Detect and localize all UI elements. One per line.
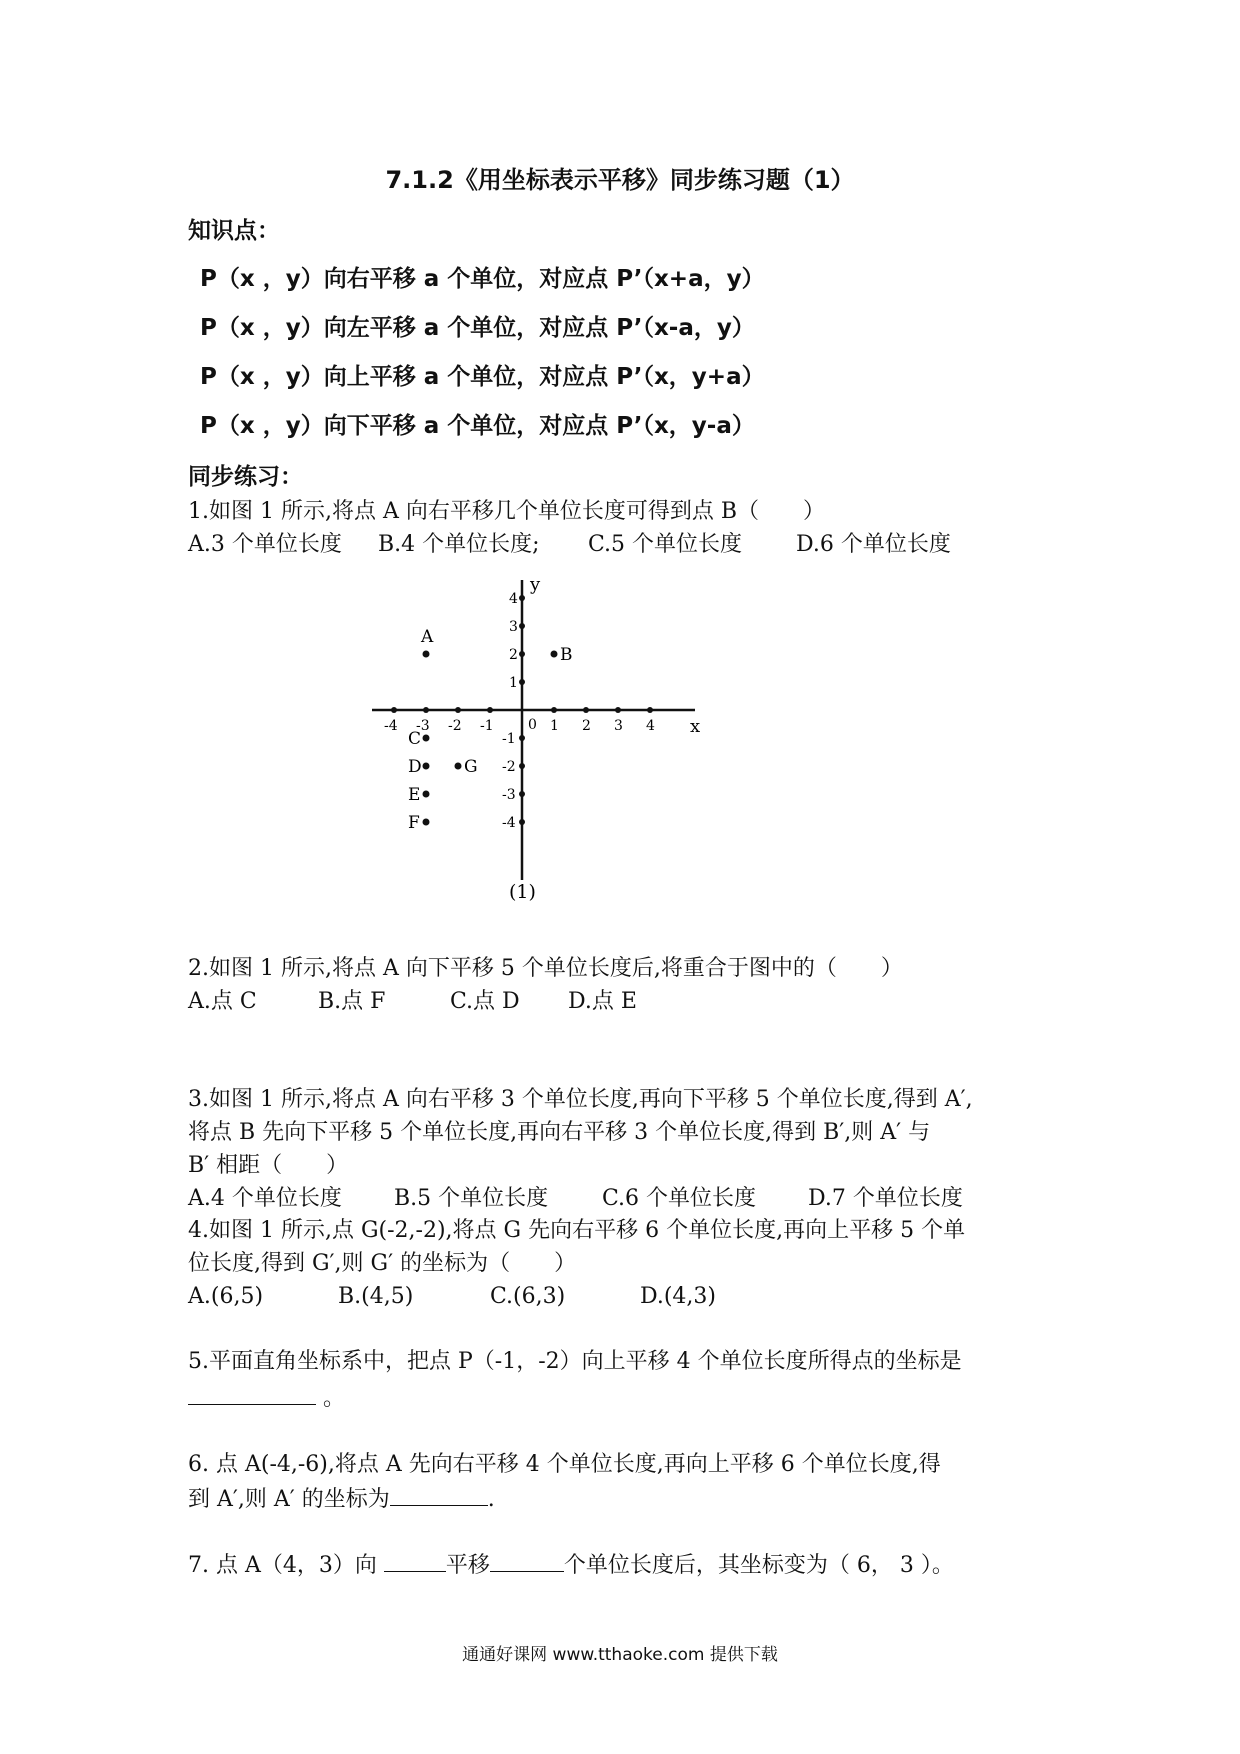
x-tick-label: -1 xyxy=(480,718,494,734)
answer-blank-6[interactable] xyxy=(390,1481,488,1506)
point-label-b: B xyxy=(560,645,573,665)
point-label-g: G xyxy=(464,757,478,777)
rule-left: P（x ，y）向左平移 a 个单位，对应点 P’（x-a，y） xyxy=(200,315,755,341)
question-1-stem: 1.如图 1 所示,将点 A 向右平移几个单位长度可得到点 B（ ） xyxy=(188,499,826,524)
answer-blank-5[interactable] xyxy=(188,1380,316,1405)
q7-text-3: 个单位长度后，其坐标变为（ 6， 3 ）。 xyxy=(563,1553,954,1578)
answer-blank-7-direction[interactable] xyxy=(384,1547,446,1572)
y-tick-label: 1 xyxy=(509,675,518,691)
point-c xyxy=(423,735,430,742)
coordinate-plane xyxy=(360,560,720,920)
y-tick-label: 4 xyxy=(509,591,518,607)
q3-option-d: D.7 个单位长度 xyxy=(808,1186,963,1211)
q7-text-2: 平移 xyxy=(445,1553,490,1578)
y-tick-mark xyxy=(519,763,525,769)
q1-option-d: D.6 个单位长度 xyxy=(796,532,951,557)
x-tick-mark xyxy=(647,707,653,713)
x-tick-mark xyxy=(423,707,429,713)
q7-text-1: 7. 点 A（4，3）向 xyxy=(188,1553,377,1578)
q2-option-a: A.点 C xyxy=(188,989,257,1014)
page-title: 7.1.2《用坐标表示平移》同步练习题（1） xyxy=(385,166,855,194)
x-tick-label: 4 xyxy=(646,718,655,734)
q1-option-b: B.4 个单位长度; xyxy=(378,532,540,557)
q4-option-a: A.(6,5) xyxy=(188,1284,264,1309)
y-tick-mark xyxy=(519,679,525,685)
x-tick-mark xyxy=(455,707,461,713)
x-tick-mark xyxy=(391,707,397,713)
origin-label: 0 xyxy=(528,717,537,733)
question-5-line-2 xyxy=(188,1380,345,1415)
question-7 xyxy=(188,1547,954,1582)
point-label-f: F xyxy=(408,813,420,833)
y-tick-mark xyxy=(519,791,525,797)
point-label-d: D xyxy=(408,757,422,777)
q6-period: . xyxy=(487,1487,495,1512)
q2-option-c: C.点 D xyxy=(450,989,520,1014)
point-f xyxy=(423,819,430,826)
answer-blank-7-units[interactable] xyxy=(490,1547,564,1572)
q4-option-d: D.(4,3) xyxy=(640,1284,717,1309)
y-tick-label: -2 xyxy=(502,759,516,775)
q4-option-b: B.(4,5) xyxy=(338,1284,414,1309)
x-tick-mark xyxy=(551,707,557,713)
q2-option-d: D.点 E xyxy=(568,989,637,1014)
y-tick-label: 3 xyxy=(509,619,518,635)
point-label-a: A xyxy=(421,627,434,647)
question-3-line-3: B′ 相距（ ） xyxy=(188,1153,349,1178)
point-b xyxy=(551,651,558,658)
question-6-line-2 xyxy=(188,1481,495,1516)
coordinate-figure xyxy=(360,560,720,920)
knowledge-heading: 知识点： xyxy=(188,218,280,244)
x-tick-mark xyxy=(583,707,589,713)
rule-down: P（x ，y）向下平移 a 个单位，对应点 P’（x，y-a） xyxy=(200,413,755,439)
point-g xyxy=(455,763,462,770)
q3-option-c: C.6 个单位长度 xyxy=(602,1186,757,1211)
y-tick-mark xyxy=(519,651,525,657)
rule-right: P（x ，y）向右平移 a 个单位，对应点 P’（x+a，y） xyxy=(200,266,765,292)
footer-credit: 通通好课网 www.tthaoke.com 提供下载 xyxy=(462,1645,778,1665)
question-4-options xyxy=(188,1280,716,1313)
y-tick-mark xyxy=(519,735,525,741)
x-tick-label: 1 xyxy=(550,718,559,734)
q3-option-a: A.4 个单位长度 xyxy=(188,1186,342,1211)
x-tick-label: -3 xyxy=(416,718,430,734)
x-tick-label: -2 xyxy=(448,718,462,734)
y-tick-label: -3 xyxy=(502,787,516,803)
x-axis-label: x xyxy=(690,716,701,737)
y-tick-mark xyxy=(519,623,525,629)
q3-option-b: B.5 个单位长度 xyxy=(394,1186,549,1211)
practice-heading: 同步练习： xyxy=(188,464,303,490)
q1-option-c: C.5 个单位长度 xyxy=(588,532,743,557)
question-3-line-1: 3.如图 1 所示,将点 A 向右平移 3 个单位长度,再向下平移 5 个单位长度,得到 A′, xyxy=(188,1087,973,1112)
q4-option-c: C.(6,3) xyxy=(490,1284,566,1309)
y-tick-mark xyxy=(519,819,525,825)
question-6-line-1: 6. 点 A(-4,-6),将点 A 先向右平移 4 个单位长度,再向上平移 6 个单位长度,得 xyxy=(188,1452,941,1477)
point-a xyxy=(423,651,430,658)
point-e xyxy=(423,791,430,798)
x-tick-label: -4 xyxy=(384,718,398,734)
point-d xyxy=(423,763,430,770)
x-tick-label: 2 xyxy=(582,718,591,734)
x-tick-mark xyxy=(487,707,493,713)
question-3-options xyxy=(188,1182,963,1215)
question-4-line-2: 位长度,得到 G′,则 G′ 的坐标为（ ） xyxy=(188,1251,577,1276)
point-label-c: C xyxy=(408,729,422,749)
y-tick-label: 2 xyxy=(509,647,518,663)
question-3-line-2: 将点 B 先向下平移 5 个单位长度,再向右平移 3 个单位长度,得到 B′,则 A′ 与 xyxy=(188,1120,931,1145)
x-tick-mark xyxy=(615,707,621,713)
question-5-line-1: 5.平面直角坐标系中，把点 P（-1，-2）向上平移 4 个单位长度所得点的坐标是 xyxy=(188,1349,962,1374)
y-tick-label: -4 xyxy=(502,815,516,831)
y-tick-label: -1 xyxy=(502,731,516,747)
x-tick-label: 3 xyxy=(614,718,623,734)
y-tick-mark xyxy=(519,595,525,601)
q2-option-b: B.点 F xyxy=(318,989,386,1014)
rule-up: P（x ，y）向上平移 a 个单位，对应点 P’（x，y+a） xyxy=(200,364,765,390)
y-axis-label: y xyxy=(530,574,541,595)
q1-option-a: A.3 个单位长度 xyxy=(188,532,342,557)
q6-text: 到 A′,则 A′ 的坐标为 xyxy=(188,1487,390,1512)
question-4-line-1: 4.如图 1 所示,点 G(-2,-2),将点 G 先向右平移 6 个单位长度,再向上平移 5 个单 xyxy=(188,1218,966,1243)
q5-period: 。 xyxy=(323,1386,346,1411)
question-2-options xyxy=(188,985,637,1018)
question-1-options xyxy=(188,528,951,561)
point-label-e: E xyxy=(408,785,421,805)
figure-caption: (1) xyxy=(509,881,536,903)
question-2-stem: 2.如图 1 所示,将点 A 向下平移 5 个单位长度后,将重合于图中的（ ） xyxy=(188,956,903,981)
